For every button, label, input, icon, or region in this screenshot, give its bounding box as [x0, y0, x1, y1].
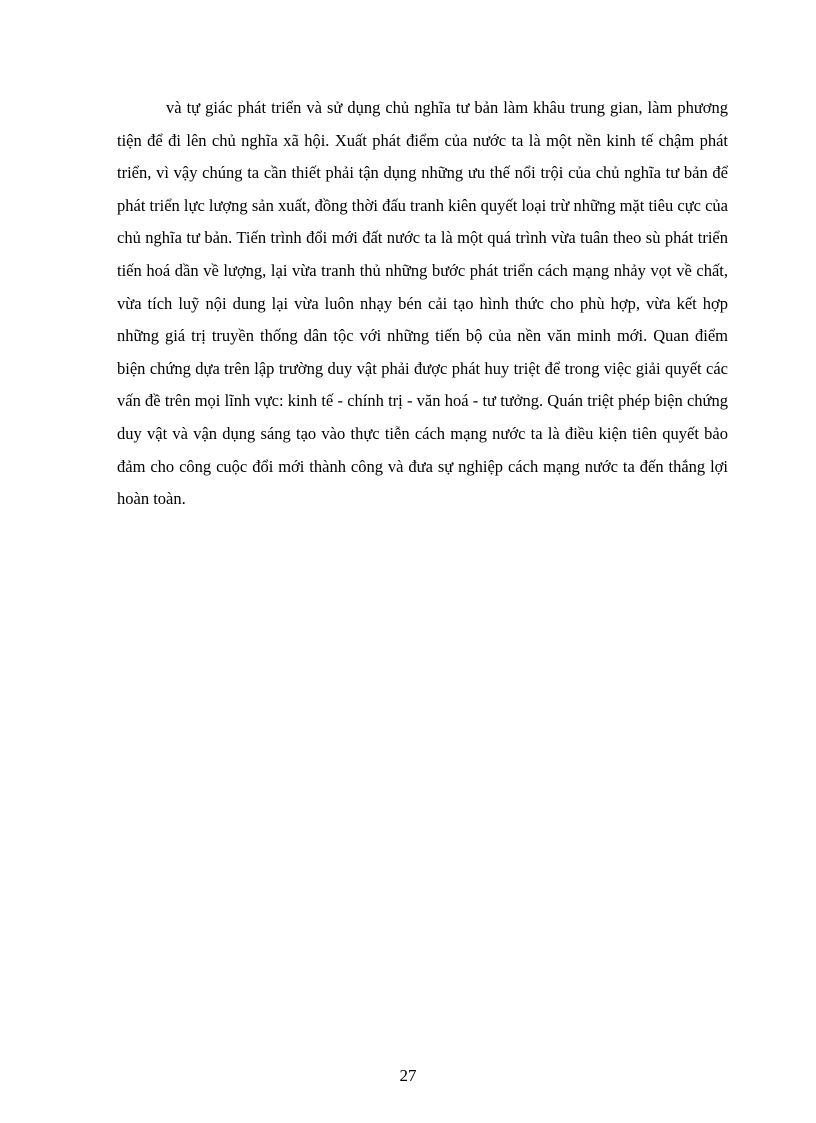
body-paragraph: và tự giác phát triển và sử dụng chủ nghĩa tư bản làm khâu trung gian, làm phương tiện để đi lên chủ nghĩa xã hội. Xuất phát điểm của nước ta là một nền kinh tế chậm phát triển, vì vậy chúng ta cần thiết phải tận dụng những ưu thế nổi trội của chủ nghĩa tư bản để phát triển lực lượng sản xuất, đồng thời đấu tranh kiên quyết loại trừ những mặt tiêu cực của chủ nghĩa tư bản. Tiến trình đổi mới đất nước ta là một quá trình vừa tuân theo sù phát triển tiến hoá dần về lượng, lại vừa tranh thủ những bước phát triển cách mạng nhảy vọt về chất, vừa tích luỹ nội dung lại vừa luôn nhạy bén cải tạo hình thức cho phù hợp, vừa kết hợp những giá trị truyền thống dân tộc với những tiến bộ của nền văn minh mới. Quan điểm biện chứng dựa trên lập trường duy vật phải được phát huy triệt để trong việc giải quyết các vấn đề trên mọi lĩnh vực: kinh tế - chính trị - văn hoá - tư tưởng. Quán triệt phép biện chứng duy vật và vận dụng sáng tạo vào thực tiễn cách mạng nước ta là điều kiện tiên quyết bảo đảm cho công cuộc đổi mới thành công và đưa sự nghiệp cách mạng nước ta đến thắng lợi hoàn toàn.	[117, 98, 728, 509]
document-body	[117, 92, 728, 516]
page-number: 27	[399, 1066, 417, 1085]
